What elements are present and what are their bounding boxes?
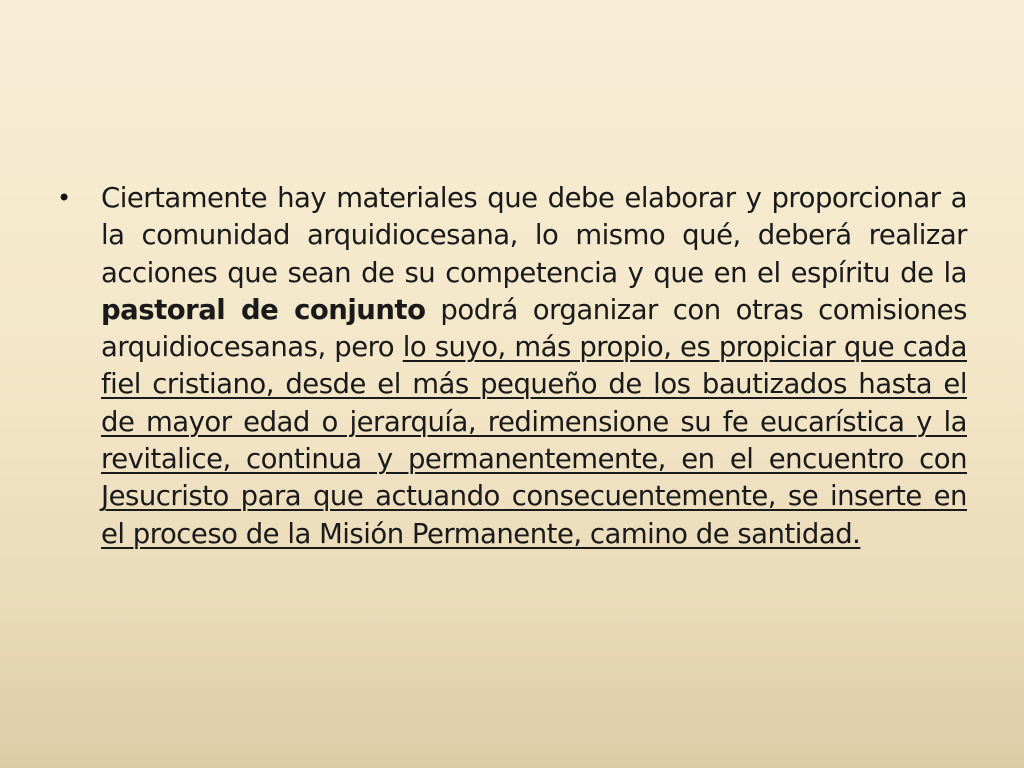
bullet-paragraph bbox=[101, 180, 967, 553]
paragraph-intro: Ciertamente hay materiales que debe elaborar y proporcionar a la comunidad arquidiocesana, lo mismo qué, deberá realizar acciones que sean de su competencia y que en el espíritu de la bbox=[101, 182, 967, 289]
paragraph-middle: podrá organizar con otras comisiones arquidiocesanas, pero bbox=[101, 293, 967, 364]
bullet-icon: • bbox=[57, 184, 72, 212]
underlined-phrase: lo suyo, más propio, es propiciar que cada fiel cristiano, desde el más pequeño de los bautizados hasta el de mayor edad o jerarquía, redimensione su fe eucarística y la revitalice, continua y permanentemente, en el encuentro con Jesucristo para que actuando consecuentemente, se inserte en el proceso de la Misión Permanente, camino de santidad. bbox=[101, 331, 967, 550]
bold-phrase: pastoral de conjunto bbox=[101, 293, 426, 326]
bullet-item bbox=[57, 180, 967, 553]
